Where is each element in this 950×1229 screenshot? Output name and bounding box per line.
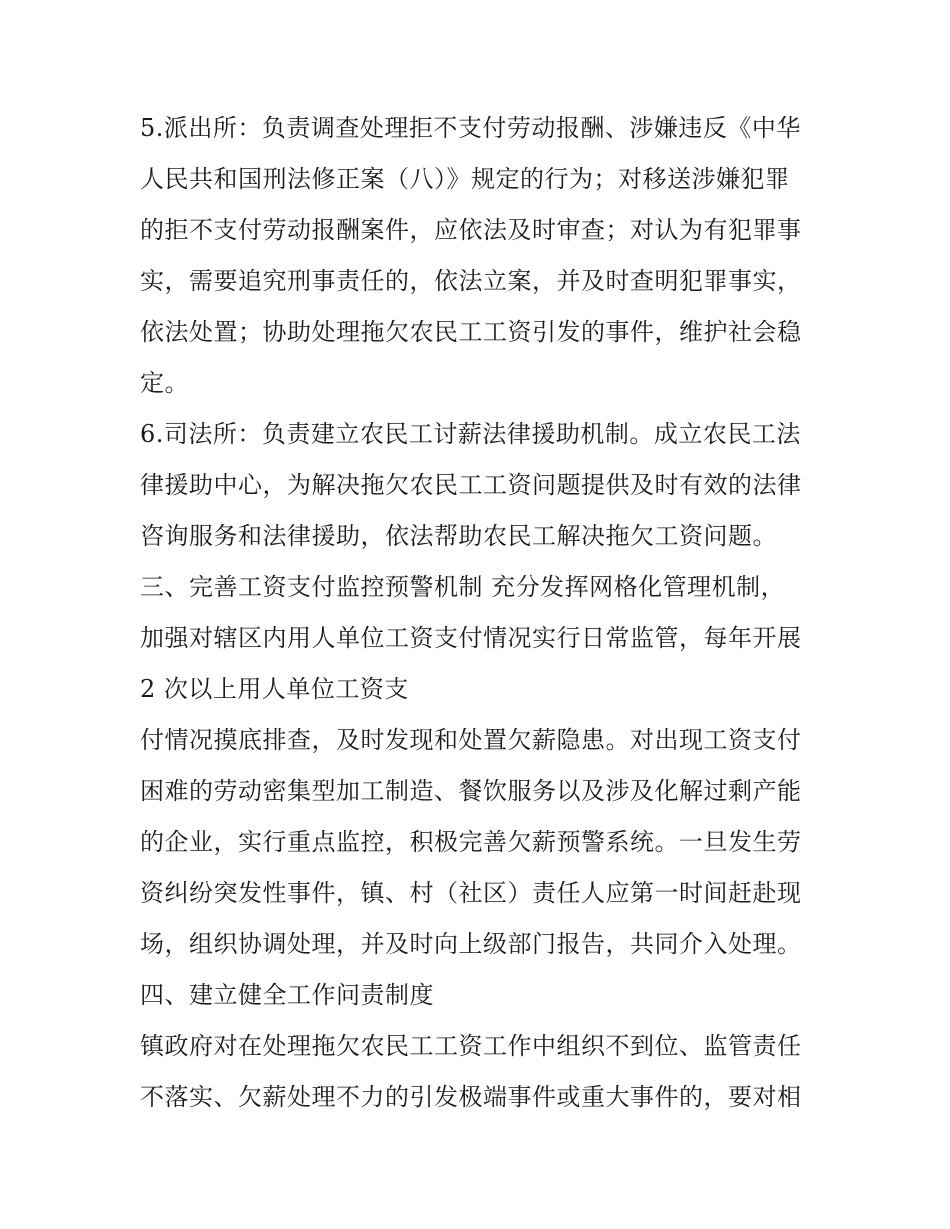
document-page <box>140 103 830 1123</box>
text-line-11: 加强对辖区内用人单位工资支付情况实行日常监管，每年开展 <box>140 624 802 652</box>
text-line-2: 人民共和国刑法修正案（八）》规定的行为；对移送涉嫌犯罪 <box>140 165 790 193</box>
text-line-8: 律援助中心，为解决拖欠农民工工资问题提供及时有效的法律 <box>140 471 802 499</box>
text-line-19: 镇政府对在处理拖欠农民工工资工作中组织不到位、监管责任 <box>140 1032 802 1060</box>
text-line-9: 咨询服务和法律援助，依法帮助农民工解决拖欠工资问题。 <box>140 522 777 550</box>
text-line-10: 三、完善工资支付监控预警机制 充分发挥网格化管理机制， <box>140 573 786 601</box>
text-line-20: 不落实、欠薪处理不力的引发极端事件或重大事件的，要对相 <box>140 1083 802 1111</box>
text-line-3: 的拒不支付劳动报酬案件，应依法及时审查；对认为有犯罪事 <box>140 216 802 244</box>
text-line-1: 5.派出所：负责调查处理拒不支付劳动报酬、涉嫌违反《中华 <box>140 114 801 142</box>
text-line-4: 实，需要追究刑事责任的，依法立案，并及时查明犯罪事实， <box>140 267 802 295</box>
text-line-13: 付情况摸底排查，及时发现和处置欠薪隐患。对出现工资支付 <box>140 726 802 754</box>
text-line-7: 6.司法所：负责建立农民工讨薪法律援助机制。成立农民工法 <box>140 420 801 448</box>
text-line-16: 资纠纷突发性事件，镇、村（社区）责任人应第一时间赶赴现 <box>140 879 802 907</box>
text-line-17: 场，组织协调处理，并及时向上级部门报告，共同介入处理。 <box>140 930 802 958</box>
text-line-18: 四、建立健全工作问责制度 <box>140 981 434 1009</box>
text-line-14: 困难的劳动密集型加工制造、餐饮服务以及涉及化解过剩产能 <box>140 777 802 805</box>
text-line-6: 定。 <box>140 369 189 397</box>
text-line-5: 依法处置；协助处理拖欠农民工工资引发的事件，维护社会稳 <box>140 318 802 346</box>
text-line-15: 的企业，实行重点监控，积极完善欠薪预警系统。一旦发生劳 <box>140 828 802 856</box>
text-line-12: 2 次以上用人单位工资支 <box>140 675 409 703</box>
